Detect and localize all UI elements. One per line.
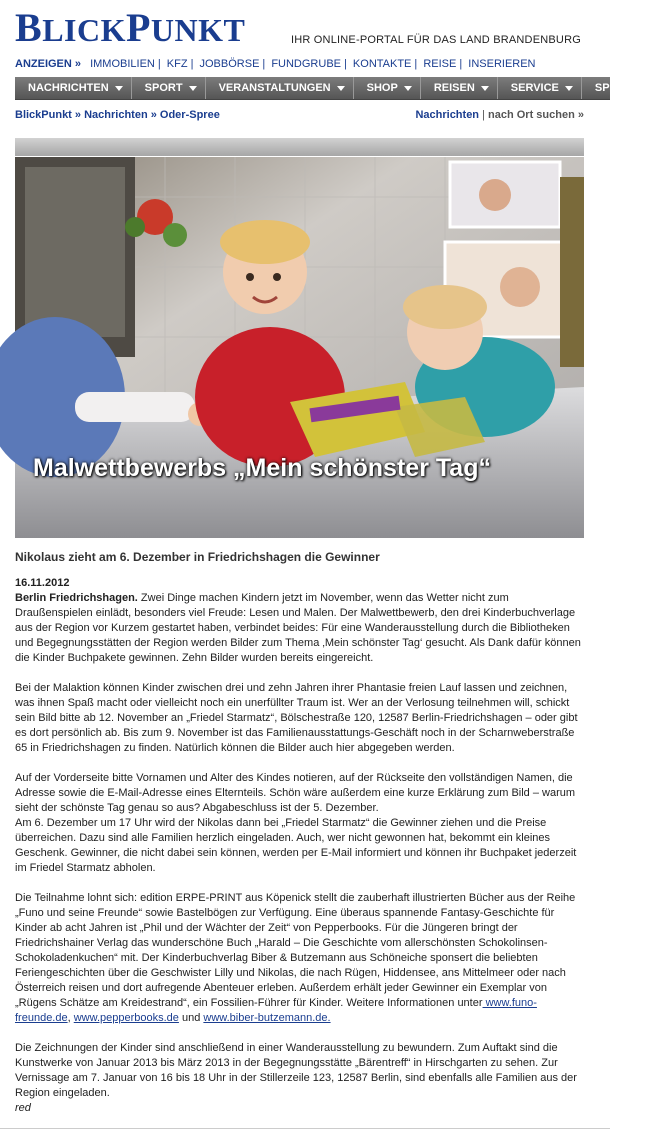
article-paragraph xyxy=(15,576,585,666)
breadcrumb-home[interactable]: BlickPunkt xyxy=(15,109,72,121)
mainnav-label: VERANSTALTUNGEN xyxy=(218,82,331,94)
logo-letter: P xyxy=(125,5,151,50)
mainnav-specials[interactable] xyxy=(582,77,672,99)
comma: , xyxy=(67,1012,74,1024)
breadcrumb-section[interactable]: Nachrichten xyxy=(84,109,148,121)
nachrichten-link[interactable]: Nachrichten xyxy=(415,109,480,121)
mainnav-label: REISEN xyxy=(433,82,475,94)
article-paragraph: Bei der Malaktion können Kinder zwischen drei und zehn Jahren ihrer Phantasie freien Lauf lassen und zeichnen, was ihnen Spaß macht oder vielleicht noch ein unerfüllter Traum ist. Wer an der Verlosung teilnehmen will, schickt sein Bild bitte ab 12. November an „Friedel Starmatz“, Bölschestraße 120, 12587 Berlin-Friedrichshagen – oder gibt es dort persönlich ab. Bis zum 9. November ist das Familienausstattungs-Geschäft noch in der Scharnweberstraße 65 in Friedrichshagen zu finden. Natürlich können die Bilder auch hier abgegeben werden. xyxy=(15,682,578,754)
chevron-down-icon xyxy=(656,86,664,91)
logo-letters: UNKT xyxy=(150,12,246,48)
article-date: 16.11.2012 xyxy=(15,577,70,589)
topnav-reise[interactable]: REISE xyxy=(423,58,457,70)
funo-freunde-link[interactable]: www.funo-freunde.de xyxy=(15,997,537,1024)
chevron-down-icon xyxy=(565,86,573,91)
page-bottom-divider xyxy=(0,1128,610,1134)
author-signature: red xyxy=(15,1102,31,1114)
topnav-kfz[interactable]: KFZ xyxy=(166,58,188,70)
breadcrumb-separator: » xyxy=(71,109,85,121)
divider: | xyxy=(344,58,347,70)
logo-letters: LICK xyxy=(42,12,126,48)
topnav-inserieren[interactable]: INSERIEREN xyxy=(468,58,536,70)
paragraph-text: Auf der Vorderseite bitte Vornamen und Alter des Kindes notieren, auf der Rückseite den vollständigen Namen, die Adresse sowie die E-Mail-Adresse eines Elternteils. Schön wäre außerdem eine kurze Erklärung zum Bild – warum sieht der schönste Tag genau so aus? Abgabeschluss ist der 5. Dezember. xyxy=(15,772,576,814)
breadcrumb-actions xyxy=(415,109,584,121)
conjunction: und xyxy=(178,1012,204,1024)
article-paragraph xyxy=(15,1041,585,1116)
divider: | xyxy=(479,109,489,121)
mainnav-veranstaltungen[interactable] xyxy=(206,77,354,99)
logo-letter: B xyxy=(15,5,43,50)
chevron-down-icon xyxy=(189,86,197,91)
article-subheadline: Nikolaus zieht am 6. Dezember in Friedrichshagen die Gewinner xyxy=(15,550,380,564)
breadcrumb-region[interactable]: Oder-Spree xyxy=(159,109,220,121)
topnav-fundgrube[interactable]: FUNDGRUBE xyxy=(271,58,341,70)
mainnav-shop[interactable] xyxy=(354,77,421,99)
divider: | xyxy=(414,58,418,70)
main-navigation xyxy=(15,77,650,100)
chevron-down-icon xyxy=(404,86,412,91)
article-paragraph xyxy=(15,891,585,1026)
divider: | xyxy=(190,58,194,70)
photo-headline: Malwettbewerbs „Mein schönster Tag“ xyxy=(33,454,491,482)
top-navigation xyxy=(15,58,539,70)
topnav-kontakte[interactable]: KONTAKTE xyxy=(352,58,412,70)
article-photo xyxy=(15,157,584,538)
paragraph-text: Am 6. Dezember um 17 Uhr wird der Nikolas dann bei „Friedel Starmatz“ die Gewinner ziehen und die Preise überreichen. Dazu sind alle Familien herzlich eingeladen. Auch, wer nicht gewonnen hat, bekommt ein kleines Geschenk. Gewinner, die nicht dabei sein können, werden per E-Mail informiert und können ihr Buchpaket jederzeit im Friedel Starmatz abholen. xyxy=(15,817,577,874)
mainnav-label: SPECIALS xyxy=(594,82,650,94)
article-body xyxy=(15,576,585,1116)
divider: | xyxy=(262,58,266,70)
biber-butzemann-link[interactable]: www.biber-butzemann.de. xyxy=(203,1012,331,1024)
mainnav-label: SERVICE xyxy=(510,82,559,94)
mainnav-label: SHOP xyxy=(366,82,398,94)
article-dateline: Berlin Friedrichshagen. xyxy=(15,592,138,604)
paragraph-text: Die Zeichnungen der Kinder sind anschließend in einer Wanderausstellung zu bewundern. Zum Auftakt sind die Kunstwerke von Januar 2013 bis März 2013 in der Begegnungsstätte „Bärentreff“ in Hirschgarten zu sehen. Zur Vernissage am 7. Januar von 16 bis 18 Uhr in der Stillerzeile 123, 12587 Berlin, sind ebenfalls alle Familien aus der Region eingeladen. xyxy=(15,1042,577,1099)
paragraph-text: Die Teilnahme lohnt sich: edition ERPE-PRINT aus Köpenick stellt die zauberhaft illustrierten Bücher aus der Reihe „Funo und seine Freunde“ sowie Bastelbögen zur Verfügung. Eine überaus spannende Fantasy-Geschichte für Kinder ab acht Jahren ist „Phil und der Wächter der Zeit“ von Pepperbooks. Für die Jüngeren bringt der Friedrichshainer Verlag das wunderschöne Buch „Harald – Die Geschichte vom allerschönsten Schokolinsen-Schokoladenkuchen“ mit. Der Kinderbuchverlag Biber & Butzemann aus Schöneiche sponsert die beliebten Feriengeschichten über die Geschwister Lilly und Nikolas, die nach Rügen, Hiddensee, ans Mittelmeer oder nach Österreich reisen und dort aufregende Abenteuer erleben. Außerdem erhält jeder Gewinner ein Exemplar von „Rügens Schätze am Kreidestrand“, ein Fossilien-Führer für Kinder. Weitere Informationen unter xyxy=(15,892,576,1009)
topnav-anzeigen[interactable]: ANZEIGEN » xyxy=(15,58,82,70)
mainnav-service[interactable] xyxy=(498,77,582,99)
divider: | xyxy=(459,58,463,70)
pepperbooks-link[interactable]: www.pepperbooks.de xyxy=(73,1012,179,1024)
header xyxy=(15,6,595,52)
photo-header-bar xyxy=(15,138,584,156)
mainnav-label: SPORT xyxy=(144,82,183,94)
mainnav-sport[interactable] xyxy=(132,77,206,99)
breadcrumb xyxy=(15,109,220,121)
site-logo[interactable] xyxy=(15,6,245,52)
site-tagline: IHR ONLINE-PORTAL FÜR DAS LAND BRANDENBURG xyxy=(291,34,581,46)
breadcrumb-separator: » xyxy=(147,109,160,121)
paragraph-text: Zwei Dinge machen Kindern jetzt im November, wenn das Wetter nicht zum Draußenspielen einlädt, besonders viel Freude: Lesen und Malen. Der Malwettbewerb, den drei Kinderbuchverlage aus der Region vor Kurzem gestartet haben, verbindet beides: Für eine Wanderausstellung durch die Bibliotheken und Begegnungsstätten der Region werden Bilder zum Thema ‚Mein schönster Tag‘ gesucht. Als Dank dafür können die Kinder Buchpakete gewinnen. Zehn Bilder wurden bereits eingereicht. xyxy=(15,592,581,664)
mainnav-nachrichten[interactable] xyxy=(15,77,132,99)
topnav-immobilien[interactable]: IMMOBILIEN xyxy=(90,58,155,70)
divider: | xyxy=(157,58,161,70)
article-paragraph xyxy=(15,771,585,876)
topnav-jobboerse[interactable]: JOBBÖRSE xyxy=(199,58,260,70)
mainnav-label: NACHRICHTEN xyxy=(28,82,109,94)
chevron-down-icon xyxy=(115,86,123,91)
chevron-down-icon xyxy=(337,86,345,91)
mainnav-reisen[interactable] xyxy=(421,77,498,99)
search-by-location-link[interactable]: nach Ort suchen » xyxy=(488,109,584,121)
chevron-down-icon xyxy=(481,86,489,91)
